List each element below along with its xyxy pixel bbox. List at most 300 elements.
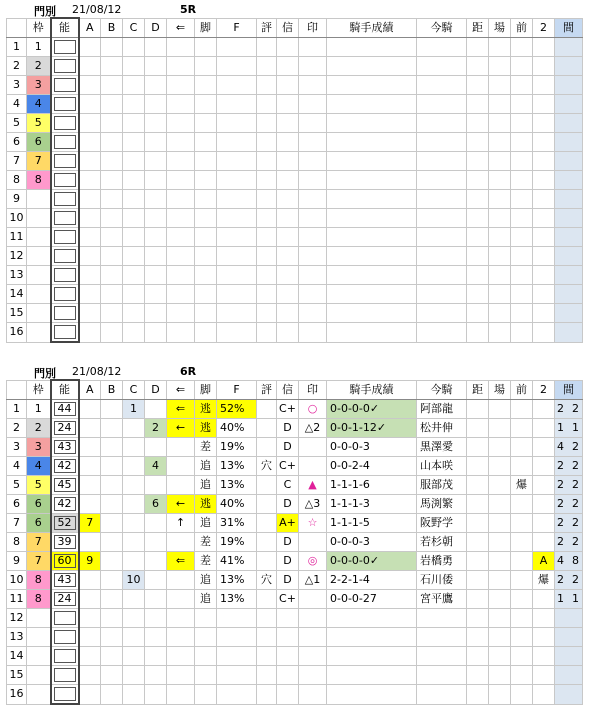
cell[interactable]	[217, 171, 257, 190]
mae-cell[interactable]: 爆	[511, 476, 533, 495]
cell[interactable]	[511, 57, 533, 76]
cell[interactable]	[167, 114, 195, 133]
cell[interactable]	[167, 190, 195, 209]
cell[interactable]	[511, 76, 533, 95]
waku-cell[interactable]: 5	[27, 114, 51, 133]
cell[interactable]	[217, 266, 257, 285]
mae-cell[interactable]	[511, 571, 533, 590]
kyori-cell[interactable]	[467, 590, 489, 609]
ni-cell[interactable]	[533, 419, 555, 438]
imaki-cell[interactable]	[417, 647, 467, 666]
shin-cell[interactable]: D	[277, 571, 299, 590]
cell[interactable]	[511, 304, 533, 323]
cell[interactable]	[555, 114, 583, 133]
waku-cell[interactable]: 8	[27, 590, 51, 609]
cell[interactable]	[277, 247, 299, 266]
cell[interactable]	[167, 304, 195, 323]
cell[interactable]	[489, 323, 511, 343]
arrow-cell[interactable]	[167, 438, 195, 457]
d-cell[interactable]	[145, 685, 167, 705]
row-number[interactable]: 6	[7, 495, 27, 514]
ba-cell[interactable]	[489, 438, 511, 457]
cell[interactable]	[555, 323, 583, 343]
kyaku-cell[interactable]	[195, 666, 217, 685]
c-cell[interactable]	[123, 438, 145, 457]
kyaku-cell[interactable]: 逃	[195, 400, 217, 419]
b-cell[interactable]	[101, 628, 123, 647]
ba-cell[interactable]	[489, 666, 511, 685]
cell[interactable]	[299, 266, 327, 285]
cell[interactable]	[417, 133, 467, 152]
nou-cell[interactable]: 42	[51, 457, 79, 476]
cell[interactable]	[123, 266, 145, 285]
waku-cell[interactable]: 3	[27, 76, 51, 95]
f-cell[interactable]	[217, 685, 257, 705]
cell[interactable]	[417, 228, 467, 247]
kan-cell[interactable]	[555, 609, 583, 628]
kan-cell[interactable]	[555, 419, 583, 438]
cell[interactable]	[533, 323, 555, 343]
mae-cell[interactable]	[511, 647, 533, 666]
cell[interactable]	[467, 57, 489, 76]
column-header[interactable]: 前	[511, 380, 533, 400]
arrow-cell[interactable]: ←	[167, 495, 195, 514]
mae-cell[interactable]	[511, 666, 533, 685]
column-header[interactable]: 騎手成績	[327, 18, 417, 38]
cell[interactable]	[195, 209, 217, 228]
arrow-cell[interactable]	[167, 647, 195, 666]
row-number[interactable]: 7	[7, 514, 27, 533]
cell[interactable]	[511, 152, 533, 171]
cell[interactable]	[533, 114, 555, 133]
imaki-cell[interactable]: 若杉朝	[417, 533, 467, 552]
cell[interactable]	[101, 190, 123, 209]
ni-cell[interactable]	[533, 457, 555, 476]
cell[interactable]	[555, 304, 583, 323]
nou-cell[interactable]: 43	[51, 571, 79, 590]
kyaku-cell[interactable]	[195, 647, 217, 666]
shirushi-cell[interactable]	[299, 647, 327, 666]
cell[interactable]	[101, 133, 123, 152]
shirushi-cell[interactable]	[299, 666, 327, 685]
column-header[interactable]: ⇐	[167, 380, 195, 400]
kishu-cell[interactable]	[327, 666, 417, 685]
cell[interactable]	[167, 285, 195, 304]
cell[interactable]	[511, 114, 533, 133]
d-cell[interactable]	[145, 552, 167, 571]
cell[interactable]	[511, 190, 533, 209]
ni-cell[interactable]	[533, 476, 555, 495]
a-cell[interactable]	[79, 495, 101, 514]
nou-cell[interactable]	[51, 628, 79, 647]
cell[interactable]	[79, 209, 101, 228]
a-cell[interactable]	[79, 476, 101, 495]
a-cell[interactable]: 7	[79, 514, 101, 533]
cell[interactable]	[533, 266, 555, 285]
mae-cell[interactable]	[511, 685, 533, 705]
shirushi-cell[interactable]: ☆	[299, 514, 327, 533]
cell[interactable]	[79, 38, 101, 57]
hyo-cell[interactable]: 穴	[257, 457, 277, 476]
cell[interactable]	[145, 304, 167, 323]
b-cell[interactable]	[101, 476, 123, 495]
cell[interactable]	[257, 171, 277, 190]
mae-cell[interactable]	[511, 495, 533, 514]
row-number[interactable]: 13	[7, 628, 27, 647]
row-number[interactable]: 1	[7, 38, 27, 57]
cell[interactable]	[277, 190, 299, 209]
cell[interactable]	[277, 171, 299, 190]
cell[interactable]	[167, 171, 195, 190]
ni-cell[interactable]	[533, 590, 555, 609]
ba-cell[interactable]	[489, 552, 511, 571]
cell[interactable]	[167, 38, 195, 57]
shin-cell[interactable]: D	[277, 419, 299, 438]
cell[interactable]	[417, 38, 467, 57]
cell[interactable]	[299, 76, 327, 95]
mae-cell[interactable]	[511, 590, 533, 609]
row-number[interactable]: 8	[7, 171, 27, 190]
shin-cell[interactable]: D	[277, 495, 299, 514]
column-header[interactable]: 今騎	[417, 380, 467, 400]
mae-cell[interactable]	[511, 457, 533, 476]
waku-cell[interactable]: 3	[27, 438, 51, 457]
column-header[interactable]: F	[217, 18, 257, 38]
cell[interactable]	[489, 209, 511, 228]
cell[interactable]	[467, 266, 489, 285]
column-header[interactable]: A	[79, 380, 101, 400]
cell[interactable]	[299, 152, 327, 171]
c-cell[interactable]	[123, 647, 145, 666]
cell[interactable]	[79, 304, 101, 323]
cell[interactable]	[257, 133, 277, 152]
kishu-cell[interactable]	[327, 685, 417, 705]
cell[interactable]	[533, 171, 555, 190]
cell[interactable]	[489, 38, 511, 57]
shirushi-cell[interactable]	[299, 457, 327, 476]
cell[interactable]	[167, 266, 195, 285]
nou-cell[interactable]: 24	[51, 419, 79, 438]
kan-cell[interactable]	[555, 571, 583, 590]
cell[interactable]	[123, 95, 145, 114]
imaki-cell[interactable]	[417, 666, 467, 685]
a-cell[interactable]: 9	[79, 552, 101, 571]
a-cell[interactable]	[79, 457, 101, 476]
cell[interactable]	[145, 171, 167, 190]
a-cell[interactable]	[79, 438, 101, 457]
cell[interactable]	[327, 114, 417, 133]
row-number[interactable]: 15	[7, 666, 27, 685]
cell[interactable]	[489, 171, 511, 190]
d-cell[interactable]	[145, 533, 167, 552]
cell[interactable]	[467, 114, 489, 133]
cell[interactable]	[101, 266, 123, 285]
waku-cell[interactable]: 1	[27, 38, 51, 57]
cell[interactable]	[257, 304, 277, 323]
cell[interactable]	[327, 38, 417, 57]
cell[interactable]	[533, 285, 555, 304]
cell[interactable]	[417, 266, 467, 285]
shin-cell[interactable]: D	[277, 552, 299, 571]
cell[interactable]	[533, 247, 555, 266]
cell[interactable]	[167, 209, 195, 228]
cell[interactable]	[511, 228, 533, 247]
arrow-cell[interactable]	[167, 609, 195, 628]
nou-cell[interactable]: 52	[51, 514, 79, 533]
nou-input[interactable]	[51, 76, 79, 95]
d-cell[interactable]	[145, 590, 167, 609]
column-header[interactable]: B	[101, 380, 123, 400]
d-cell[interactable]	[145, 628, 167, 647]
cell[interactable]	[79, 247, 101, 266]
cell[interactable]	[257, 76, 277, 95]
kyori-cell[interactable]	[467, 685, 489, 705]
nou-input[interactable]	[51, 171, 79, 190]
row-number[interactable]: 11	[7, 228, 27, 247]
ni-cell[interactable]	[533, 533, 555, 552]
hyo-cell[interactable]	[257, 533, 277, 552]
f-cell[interactable]: 13%	[217, 571, 257, 590]
cell[interactable]	[167, 152, 195, 171]
nou-input[interactable]	[51, 114, 79, 133]
kan-cell[interactable]	[555, 666, 583, 685]
cell[interactable]	[167, 95, 195, 114]
cell[interactable]	[101, 209, 123, 228]
cell[interactable]	[167, 247, 195, 266]
cell[interactable]	[489, 304, 511, 323]
cell[interactable]	[101, 114, 123, 133]
shirushi-cell[interactable]	[299, 628, 327, 647]
kyori-cell[interactable]	[467, 419, 489, 438]
cell[interactable]	[123, 76, 145, 95]
arrow-cell[interactable]	[167, 628, 195, 647]
shirushi-cell[interactable]	[299, 438, 327, 457]
cell[interactable]	[101, 57, 123, 76]
row-number[interactable]: 16	[7, 685, 27, 705]
kyaku-cell[interactable]: 追	[195, 571, 217, 590]
cell[interactable]	[217, 152, 257, 171]
column-header[interactable]: 距	[467, 18, 489, 38]
kan-cell[interactable]	[555, 400, 583, 419]
cell[interactable]	[195, 266, 217, 285]
cell[interactable]	[277, 38, 299, 57]
nou-cell[interactable]: 39	[51, 533, 79, 552]
row-number[interactable]: 5	[7, 476, 27, 495]
cell[interactable]	[555, 133, 583, 152]
waku-cell[interactable]	[27, 304, 51, 323]
nou-cell[interactable]	[51, 647, 79, 666]
cell[interactable]	[555, 57, 583, 76]
kishu-cell[interactable]: 0-0-1-12✓	[327, 419, 417, 438]
row-number[interactable]: 13	[7, 266, 27, 285]
cell[interactable]	[533, 57, 555, 76]
ba-cell[interactable]	[489, 533, 511, 552]
cell[interactable]	[79, 190, 101, 209]
cell[interactable]	[277, 285, 299, 304]
d-cell[interactable]	[145, 609, 167, 628]
imaki-cell[interactable]: 松井伸	[417, 419, 467, 438]
ni-cell[interactable]	[533, 647, 555, 666]
cell[interactable]	[79, 152, 101, 171]
waku-cell[interactable]	[27, 647, 51, 666]
waku-cell[interactable]	[27, 190, 51, 209]
cell[interactable]	[533, 95, 555, 114]
cell[interactable]	[555, 152, 583, 171]
column-header[interactable]: A	[79, 18, 101, 38]
nou-cell[interactable]	[51, 609, 79, 628]
mae-cell[interactable]	[511, 419, 533, 438]
kan-cell[interactable]	[555, 590, 583, 609]
cell[interactable]	[489, 285, 511, 304]
cell[interactable]	[101, 247, 123, 266]
cell[interactable]	[511, 209, 533, 228]
cell[interactable]	[123, 247, 145, 266]
cell[interactable]	[257, 57, 277, 76]
kan-cell[interactable]	[555, 628, 583, 647]
waku-cell[interactable]: 2	[27, 419, 51, 438]
cell[interactable]	[511, 266, 533, 285]
a-cell[interactable]	[79, 533, 101, 552]
kyaku-cell[interactable]	[195, 628, 217, 647]
row-number[interactable]: 12	[7, 247, 27, 266]
nou-input[interactable]	[51, 95, 79, 114]
cell[interactable]	[79, 57, 101, 76]
arrow-cell[interactable]	[167, 533, 195, 552]
cell[interactable]	[145, 114, 167, 133]
kyori-cell[interactable]	[467, 571, 489, 590]
c-cell[interactable]	[123, 552, 145, 571]
kyaku-cell[interactable]	[195, 609, 217, 628]
shin-cell[interactable]	[277, 685, 299, 705]
cell[interactable]	[145, 228, 167, 247]
hyo-cell[interactable]	[257, 590, 277, 609]
cell[interactable]	[327, 190, 417, 209]
column-header[interactable]: 能	[51, 380, 79, 400]
c-cell[interactable]: 1	[123, 400, 145, 419]
cell[interactable]	[195, 38, 217, 57]
a-cell[interactable]	[79, 419, 101, 438]
shirushi-cell[interactable]: ◎	[299, 552, 327, 571]
cell[interactable]	[277, 57, 299, 76]
b-cell[interactable]	[101, 514, 123, 533]
nou-cell[interactable]: 43	[51, 438, 79, 457]
waku-cell[interactable]: 5	[27, 476, 51, 495]
cell[interactable]	[195, 304, 217, 323]
column-header[interactable]: 今騎	[417, 18, 467, 38]
row-number[interactable]: 8	[7, 533, 27, 552]
kyaku-cell[interactable]: 追	[195, 514, 217, 533]
f-cell[interactable]	[217, 666, 257, 685]
cell[interactable]	[79, 133, 101, 152]
shin-cell[interactable]	[277, 666, 299, 685]
cell[interactable]	[467, 171, 489, 190]
cell[interactable]	[327, 57, 417, 76]
c-cell[interactable]	[123, 419, 145, 438]
cell[interactable]	[257, 228, 277, 247]
b-cell[interactable]	[101, 571, 123, 590]
column-header[interactable]: 間	[555, 18, 583, 38]
kyori-cell[interactable]	[467, 476, 489, 495]
kyori-cell[interactable]	[467, 438, 489, 457]
cell[interactable]	[417, 152, 467, 171]
cell[interactable]	[277, 152, 299, 171]
cell[interactable]	[79, 228, 101, 247]
cell[interactable]	[217, 38, 257, 57]
ni-cell[interactable]	[533, 514, 555, 533]
f-cell[interactable]	[217, 628, 257, 647]
a-cell[interactable]	[79, 590, 101, 609]
cell[interactable]	[195, 228, 217, 247]
kyori-cell[interactable]	[467, 533, 489, 552]
cell[interactable]	[327, 76, 417, 95]
a-cell[interactable]	[79, 609, 101, 628]
column-header[interactable]: 枠	[27, 18, 51, 38]
cell[interactable]	[123, 171, 145, 190]
shin-cell[interactable]: D	[277, 533, 299, 552]
waku-cell[interactable]: 7	[27, 552, 51, 571]
ba-cell[interactable]	[489, 457, 511, 476]
cell[interactable]	[101, 76, 123, 95]
nou-cell[interactable]	[51, 666, 79, 685]
kyori-cell[interactable]	[467, 666, 489, 685]
cell[interactable]	[277, 323, 299, 343]
cell[interactable]	[123, 133, 145, 152]
cell[interactable]	[217, 285, 257, 304]
kan-cell[interactable]	[555, 552, 583, 571]
shirushi-cell[interactable]	[299, 533, 327, 552]
cell[interactable]	[257, 323, 277, 343]
cell[interactable]	[195, 95, 217, 114]
cell[interactable]	[145, 57, 167, 76]
cell[interactable]	[299, 114, 327, 133]
waku-cell[interactable]	[27, 285, 51, 304]
cell[interactable]	[533, 228, 555, 247]
d-cell[interactable]	[145, 476, 167, 495]
column-header[interactable]: 信	[277, 380, 299, 400]
waku-cell[interactable]: 6	[27, 514, 51, 533]
c-cell[interactable]: 10	[123, 571, 145, 590]
cell[interactable]	[327, 133, 417, 152]
cell[interactable]	[277, 114, 299, 133]
kishu-cell[interactable]: 0-0-0-3	[327, 533, 417, 552]
cell[interactable]	[257, 95, 277, 114]
cell[interactable]	[467, 228, 489, 247]
kyaku-cell[interactable]: 差	[195, 438, 217, 457]
kyaku-cell[interactable]: 追	[195, 457, 217, 476]
ni-cell[interactable]	[533, 666, 555, 685]
shirushi-cell[interactable]	[299, 609, 327, 628]
cell[interactable]	[217, 95, 257, 114]
f-cell[interactable]	[217, 609, 257, 628]
cell[interactable]	[417, 285, 467, 304]
row-number[interactable]: 11	[7, 590, 27, 609]
kishu-cell[interactable]	[327, 628, 417, 647]
cell[interactable]	[417, 209, 467, 228]
row-number[interactable]: 10	[7, 571, 27, 590]
cell[interactable]	[123, 114, 145, 133]
shin-cell[interactable]: C	[277, 476, 299, 495]
cell[interactable]	[299, 304, 327, 323]
kyori-cell[interactable]	[467, 457, 489, 476]
a-cell[interactable]	[79, 571, 101, 590]
arrow-cell[interactable]: ⇐	[167, 400, 195, 419]
arrow-cell[interactable]	[167, 590, 195, 609]
nou-input[interactable]	[51, 38, 79, 57]
c-cell[interactable]	[123, 495, 145, 514]
cell[interactable]	[489, 133, 511, 152]
ni-cell[interactable]	[533, 685, 555, 705]
cell[interactable]	[101, 304, 123, 323]
